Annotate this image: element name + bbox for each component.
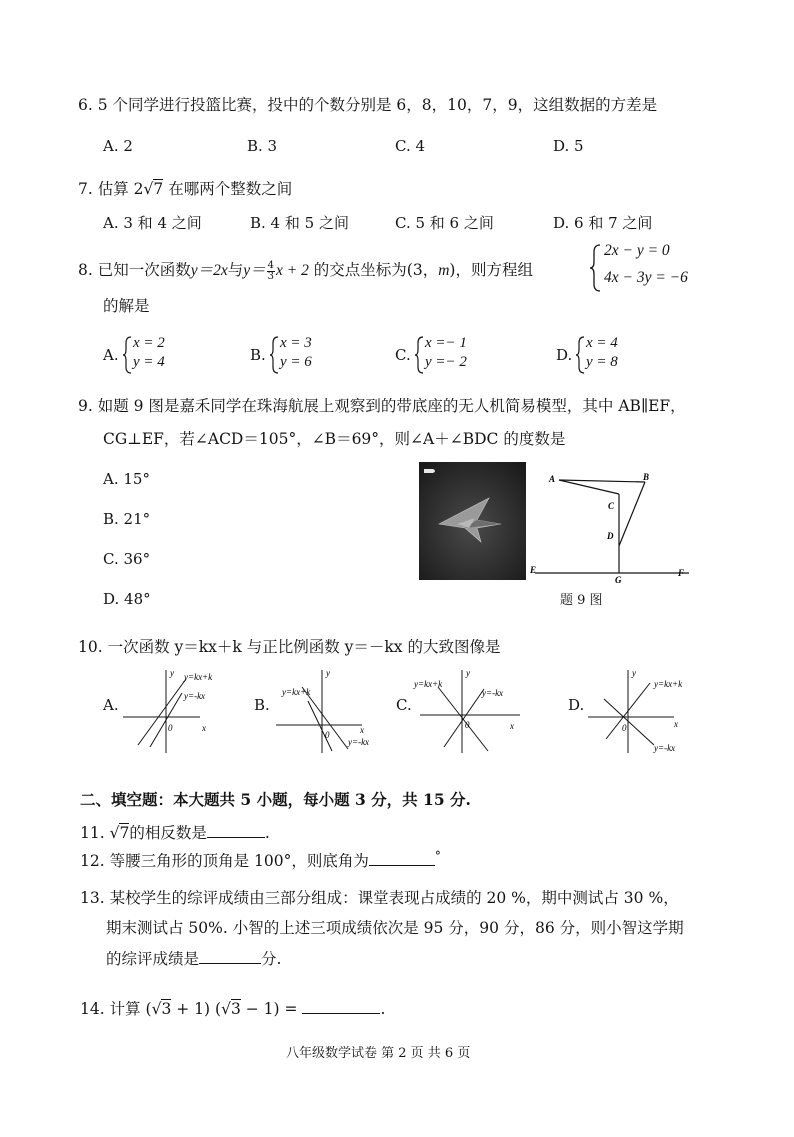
q8-option-d [556,336,676,376]
fraction-numerator: 4 [267,259,275,271]
graph-y-label: y [326,668,330,678]
q12-text: 12. 等腰三角形的顶角是 100°，则底角为 [80,852,369,870]
q8-option-a [103,336,223,376]
graph-origin-label: 0 [168,723,173,733]
q8-option-b [250,336,370,376]
q14-expr-end: − 1) = [240,1000,298,1018]
q6-option-d: D. 5 [553,137,584,155]
option-line-2: y = 6 [280,354,312,370]
q8-stem [78,258,533,282]
graph-y-label: y [632,668,636,678]
q8-m-var: m [438,262,450,279]
label-g: G [615,575,622,585]
graph-x-label: x [510,721,514,731]
q14-radicand-1: 3 [161,1000,172,1018]
graph-x-label: x [202,723,206,733]
q12 [80,849,441,871]
q6-option-a: A. 2 [103,137,133,155]
q7-option-a: A. 3 和 4 之间 [103,214,202,232]
brace-icon [590,244,602,292]
q14-text: 14. 计算 [80,1000,141,1018]
q10-graph-a [118,665,238,755]
q9-geometry-figure [527,466,697,586]
q8-fraction [267,261,275,282]
q7-radicand: 7 [153,180,164,198]
q9-option-a: A. 15° [103,470,150,488]
q7-option-d: D. 6 和 7 之间 [553,214,653,232]
q10-stem: 10. 一次函数 y＝kx＋k 与正比例函数 y＝－kx 的大致图像是 [78,638,501,656]
graph-origin-label: 0 [325,730,330,740]
q8-stem-part-3: )，则方程组 [449,261,533,279]
option-line-2: y = 8 [586,354,618,370]
q10-graph-d [584,665,704,755]
q8-conjunction: 与 [227,261,244,279]
sqrt-symbol: √ [151,1000,162,1018]
q8-function-2-lhs: y＝ [243,262,266,279]
section-2-title: 二、填空题：本大题共 5 小题，每小题 3 分，共 15 分. [80,790,471,809]
sqrt-symbol: √ [221,1000,231,1018]
graph-line-2-label: y=-kx [654,743,676,753]
label-a: A [549,474,556,484]
sqrt-symbol: √ [143,180,154,198]
q10-option-a-label: A. [103,696,119,714]
q11-answer-blank[interactable] [207,823,265,838]
q14-expr-mid: + 1) ( [171,1000,222,1018]
q9-option-d: D. 48° [103,590,151,608]
q6-option-c: C. 4 [395,137,426,155]
graph-y-label: y [170,668,174,678]
graph-line-2-label: y=-kx [482,688,504,698]
q11-end: . [264,824,270,842]
option-line-1: x =− 1 [425,335,467,351]
option-line-1: x = 4 [586,335,618,351]
label-c: C [608,501,615,511]
q8-equation-2: 4x − 3y = −6 [604,269,688,286]
q7-stem-part: 7. 估算 2 [78,180,144,198]
q12-degree-sign: ° [434,849,441,863]
q7-option-c: C. 5 和 6 之间 [395,214,494,232]
q7-stem-tail: 在哪两个整数之间 [163,180,293,198]
option-line-2: y =− 2 [425,354,467,370]
q14-radicand-2: 3 [230,1000,241,1018]
q9-option-b: B. 21° [103,510,151,528]
drone-image [419,462,526,580]
q9-line-2: CG⊥EF，若∠ACD＝105°，∠B＝69°，则∠A＋∠BDC 的度数是 [103,430,566,448]
label-d: D [607,531,614,541]
q9-option-c: C. 36° [103,550,151,568]
option-label: C. [395,346,411,364]
q13-answer-blank[interactable] [199,949,261,964]
q7-option-b: B. 4 和 5 之间 [250,214,349,232]
drone-model-photo [419,462,526,580]
q14 [80,997,385,1019]
q9-figure-caption: 题 9 图 [560,593,603,608]
fraction-denominator: 3 [267,270,275,282]
brace-icon [270,336,279,374]
q9-line-1: 9. 如题 9 图是嘉禾同学在珠海航展上观察到的带底座的无人机简易模型，其中 AB∥EF， [78,397,686,415]
q13-line-3 [106,947,281,969]
q13-line-1: 13. 某校学生的综评成绩由三部分组成：课堂表现占成绩的 20 %，期中测试占 30 %， [80,889,679,907]
q11 [80,821,270,843]
q13-line-2: 期末测试占 50%. 小智的上述三项成绩依次是 95 分，90 分，86 分，则小智这学期 [106,919,684,937]
page-footer: 八年级数学试卷 第 2 页 共 6 页 [286,1046,471,1061]
q12-answer-blank[interactable] [369,851,435,866]
q10-option-c-label: C. [396,696,412,714]
q8-stem-part-2: 的交点坐标为(3， [308,261,439,279]
q8-stem-part: 8. 已知一次函数 [78,261,191,279]
option-label: D. [556,346,573,364]
graph-line-2-label: y=-kx [184,691,206,701]
graph-x-label: x [674,719,678,729]
q10-graph-b [266,665,386,755]
q11-number: 11. [80,824,105,842]
q6-option-b: B. 3 [247,137,278,155]
graph-line-1-label: y=kx+k [184,672,213,682]
graph-line-1-label: y=kx+k [282,687,311,697]
graph-origin-label: 0 [622,723,627,733]
graph-y-label: y [466,668,470,678]
q13-unit: 分. [261,950,282,968]
q8-function-1: y＝2x [190,262,228,279]
brace-icon [576,336,585,374]
brace-icon [415,336,424,374]
q8-function-2-rhs: x + 2 [276,262,309,279]
brace-icon [123,336,132,374]
graph-x-label: x [360,725,364,735]
q13-text: 的综评成绩是 [106,950,200,968]
q8-stem-end: 的解是 [103,297,150,315]
graph-line-2-label: y=-kx [348,737,370,747]
option-line-1: x = 3 [280,335,312,351]
q8-option-c [395,336,515,376]
q14-end: . [380,1000,386,1018]
q14-paren: ( [145,1000,152,1018]
q14-answer-blank[interactable] [302,999,380,1014]
label-f: F [678,568,685,578]
q6-stem: 6. 5 个同学进行投篮比赛，投中的个数分别是 6，8，10，7，9，这组数据的方差是 [78,96,658,114]
q7-stem [78,177,292,199]
label-b: B [643,472,650,482]
q11-text: 的相反数是 [129,824,207,842]
graph-origin-label: 0 [465,720,470,730]
option-line-1: x = 2 [133,335,165,351]
q8-equation-1: 2x − y = 0 [604,242,670,259]
option-label: A. [103,346,119,364]
option-label: B. [250,346,266,364]
q10-option-b-label: B. [254,696,270,714]
q10-graph-c [410,665,530,755]
option-line-2: y = 4 [133,354,165,370]
q11-radicand: 7 [119,824,130,842]
sqrt-symbol: √ [109,824,120,842]
label-e: E [530,565,537,575]
q10-option-d-label: D. [568,696,585,714]
graph-line-1-label: y=kx+k [414,679,443,689]
graph-line-1-label: y=kx+k [654,679,683,689]
